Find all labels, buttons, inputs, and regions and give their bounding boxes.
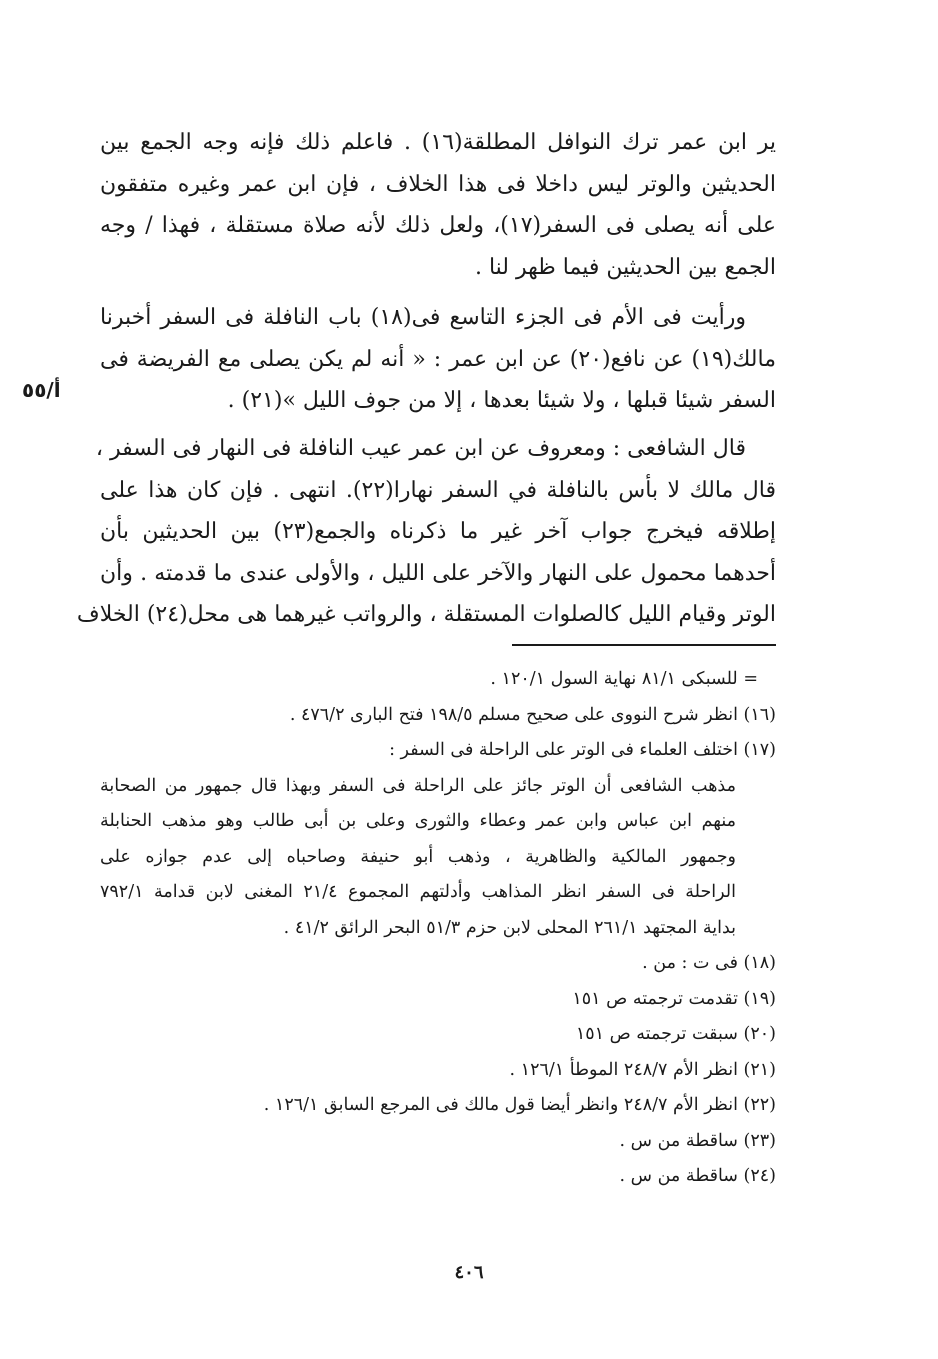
paragraph-line: الجمع بين الحديثين فيما ظهر لنا . — [474, 254, 776, 280]
footnote-17-body-line: مذهب الشافعى أن الوتر جائز على الراحلة فى السفر وبهذا قال جمهور من الصحابة — [100, 775, 736, 796]
paragraph-1 — [100, 122, 776, 288]
paragraph-line: أحدهما محمول على النهار والآخر على الليل ، والأولى عندى ما قدمته . وأن — [100, 560, 776, 586]
paragraph-line: الحديثين والوتر ليس داخلا فى هذا الخلاف ، فإن ابن عمر وغيره متفقون — [100, 171, 776, 197]
page-number: ٤٠٦ — [454, 1262, 484, 1283]
paragraph-line: السفر شيئا قبلها ، ولا شيئا بعدها ، إلا من جوف الليل »(٢١) . — [227, 388, 776, 413]
footnote-17-body-line: وجمهور المالكية والظاهرية ، وذهب أبو حنيفة وصاحباه إلى عدم جوازه على — [100, 846, 736, 867]
footnote-21: (٢١) انظر الأم ٢٤٨/٧ الموطأ ١٢٦/١ . — [509, 1059, 776, 1080]
folio-margin-note: أ/٥٥ — [22, 378, 61, 402]
footnote-17: (١٧) اختلف العلماء فى الوتر على الراحلة فى السفر : — [389, 740, 776, 760]
footnotes — [100, 662, 776, 1195]
paragraph-3 — [76, 428, 776, 636]
paragraph-line: ير ابن عمر ترك النوافل المطلقة(١٦) . فاعلم ذلك فإنه وجه الجمع بين — [100, 130, 777, 155]
paragraph-line: ورأيت فى الأم فى الجزء التاسع فى(١٨) باب النافلة فى السفر أخبرنا — [100, 305, 746, 330]
footnote-continuation: = للسبكى ٨١/١ نهاية السول ١٢٠/١ . — [490, 669, 758, 689]
paragraph-line: إطلاقه فيخرج جواب آخر غير ما ذكرناه والجمع(٢٣) بين الحديثين بأن — [100, 519, 776, 544]
footnote-17-body-line: بداية المجتهد ٢٦١/١ المحلى لابن حزم ٥١/٣ البحر الرائق ٤١/٢ . — [283, 917, 736, 938]
footnote-16: (١٦) انظر شرح النووى على صحيح مسلم ١٩٨/٥ فتح البارى ٤٧٦/٢ . — [289, 704, 776, 725]
footnote-17-body-line: الراحلة فى السفر انظر المذاهب وأدلتهم المجموع ٢١/٤ المغنى لابن قدامة ٧٩٢/١ — [100, 882, 736, 902]
paragraph-line: قال مالك لا بأس بالنافلة في السفر نهارا(٢٢). انتهى . فإن كان هذا على — [100, 477, 776, 503]
paragraph-line: على أنه يصلى فى السفر(١٧)، ولعل ذلك لأنه صلاة مستقلة ، فهذا / وجه — [100, 213, 777, 238]
paragraph-2 — [100, 297, 776, 422]
footnote-separator — [512, 644, 776, 646]
paragraph-line: مالك(١٩) عن نافع(٢٠) عن ابن عمر : « أنه لم يكن يصلى مع الفريضة فى — [100, 346, 776, 372]
paragraph-line: الوتر وقيام الليل كالصلوات المستقلة ، والرواتب غيرهما هى محل(٢٤) الخلاف — [76, 602, 776, 627]
footnote-23: (٢٣) ساقطة من س . — [619, 1130, 776, 1151]
paragraph-line: قال الشافعى : ومعروف عن ابن عمر عيب النافلة فى النهار فى السفر ، — [95, 436, 746, 461]
footnote-24: (٢٤) ساقطة من س . — [619, 1166, 776, 1186]
footnote-20: (٢٠) سبقت ترجمته ص ١٥١ — [575, 1024, 776, 1044]
footnote-18: (١٨) فى ت : من . — [642, 953, 776, 973]
footnote-22: (٢٢) انظر الأم ٢٤٨/٧ وانظر أيضا قول مالك فى المرجع السابق ١٢٦/١ . — [263, 1095, 776, 1115]
footnote-17-body-line: منهم ابن عباس وابن عمر وعطاء والثورى وعلى بن أبى طالب وهو مذهب الحنابلة — [100, 811, 736, 831]
footnote-19: (١٩) تقدمت ترجمته ص ١٥١ — [572, 988, 776, 1009]
